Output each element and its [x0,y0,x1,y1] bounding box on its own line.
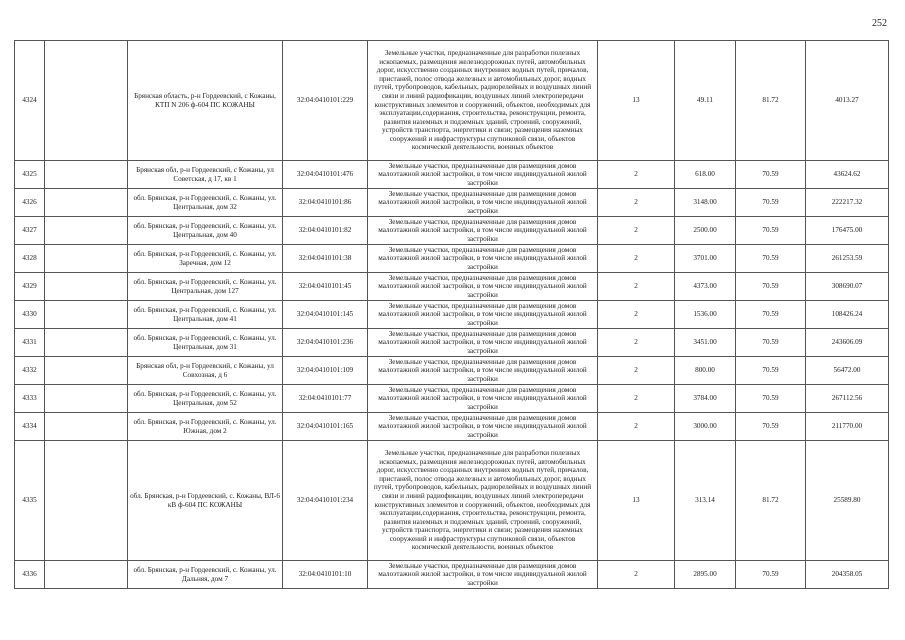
row-number: 4330 [15,301,45,329]
row-number: 4331 [15,329,45,357]
area-cell: 2500.00 [675,217,736,245]
address-cell: обл. Брянская, р-н Гордеевский, с. Кожаны, ул. Центральная, дом 52 [128,385,283,413]
table-row [15,245,889,273]
empty-cell [45,161,128,189]
land-use-cell: Земельные участки, предназначенные для размещения домов малоэтажной жилой застройки, в том числе индивидуальной жилой застройки [368,217,598,245]
row-number: 4327 [15,217,45,245]
cadastral-number-cell: 32:04:0410101:476 [283,161,368,189]
rate-cell: 70.59 [736,217,806,245]
empty-cell [45,385,128,413]
table-row [15,301,889,329]
row-number: 4335 [15,441,45,561]
cadastral-value-cell: 25589.80 [806,441,889,561]
cadastral-value-cell: 108426.24 [806,301,889,329]
land-use-cell: Земельные участки, предназначенные для разработки полезных ископаемых, размещения железнодорожных путей, автомобильных дорог, искусственно созданных внутренних водных путей, причалов, пристаней, полос отвода железных и автомобильных дорог, водных путей, трубопроводов, кабельных, радиорелейных и воздушных линий связи и линий радиофикации, воздушных линий электропередачи конструктивных элементов и сооружений, объектов, необходимых для эксплуатации,содержания, строительства, реконструкции, ремонта, развития наземных и подземных зданий, строений, сооружений, устройств транспорта, энергетики и связи; размещения наземных сооружений и инфраструктуры спутниковой связи, объектов космической деятельности, военных объектов [368,441,598,561]
use-code-cell: 13 [598,41,675,161]
use-code-cell: 2 [598,217,675,245]
table-row [15,413,889,441]
address-cell: Брянская обл, р-н Гордеевский, с Кожаны, ул Советская, д 17, кв 1 [128,161,283,189]
row-number: 4325 [15,161,45,189]
use-code-cell: 2 [598,385,675,413]
rate-cell: 70.59 [736,245,806,273]
row-number: 4326 [15,189,45,217]
row-number: 4336 [15,561,45,589]
address-cell: Брянская область, р-н Гордеевский, с Кожаны, КТП N 206 ф-604 ПС КОЖАНЫ [128,41,283,161]
address-cell: обл. Брянская, р-н Гордеевский, с. Кожаны, ул. Центральная, дом 32 [128,189,283,217]
area-cell: 2895.00 [675,561,736,589]
cadastral-value-cell: 56472.00 [806,357,889,385]
row-number: 4332 [15,357,45,385]
address-cell: обл. Брянская, р-н Гордеевский, с. Кожаны, ВЛ-6 кВ ф-604 ПС КОЖАНЫ [128,441,283,561]
cadastral-number-cell: 32:04:0410101:77 [283,385,368,413]
cadastral-number-cell: 32:04:0410101:236 [283,329,368,357]
cadastral-number-cell: 32:04:0410101:109 [283,357,368,385]
rate-cell: 70.59 [736,357,806,385]
area-cell: 3451.00 [675,329,736,357]
area-cell: 1536.00 [675,301,736,329]
land-use-cell: Земельные участки, предназначенные для размещения домов малоэтажной жилой застройки, в том числе индивидуальной жилой застройки [368,189,598,217]
rate-cell: 70.59 [736,385,806,413]
cadastral-number-cell: 32:04:0410101:86 [283,189,368,217]
row-number: 4329 [15,273,45,301]
rate-cell: 70.59 [736,413,806,441]
empty-cell [45,329,128,357]
area-cell: 3148.00 [675,189,736,217]
use-code-cell: 2 [598,273,675,301]
empty-cell [45,561,128,589]
land-use-cell: Земельные участки, предназначенные для размещения домов малоэтажной жилой застройки, в том числе индивидуальной жилой застройки [368,273,598,301]
address-cell: обл. Брянская, р-н Гордеевский, с. Кожаны, ул. Южная, дом 2 [128,413,283,441]
table-row [15,189,889,217]
cadastral-number-cell: 32:04:0410101:165 [283,413,368,441]
row-number: 4324 [15,41,45,161]
land-use-cell: Земельные участки, предназначенные для разработки полезных ископаемых, размещения железнодорожных путей, автомобильных дорог, искусственно созданных внутренних водных путей, причалов, пристаней, полос отвода железных и автомобильных дорог, водных путей, трубопроводов, кабельных, радиорелейных и воздушных линий связи и линий радиофикации, воздушных линий электропередачи конструктивных элементов и сооружений, объектов, необходимых для эксплуатации,содержания, строительства, реконструкции, ремонта, развития наземных и подземных зданий, строений, сооружений, устройств транспорта, энергетики и связи; размещения наземных сооружений и инфраструктуры спутниковой связи, объектов космической деятельности, военных объектов [368,41,598,161]
address-cell: обл. Брянская, р-н Гордеевский, с. Кожаны, ул. Центральная, дом 127 [128,273,283,301]
cadastral-value-cell: 261253.59 [806,245,889,273]
table-row [15,217,889,245]
empty-cell [45,245,128,273]
use-code-cell: 2 [598,161,675,189]
address-cell: обл. Брянская, р-н Гордеевский, с. Кожаны, ул. Заречная, дом 12 [128,245,283,273]
row-number: 4334 [15,413,45,441]
empty-cell [45,441,128,561]
table-row [15,161,889,189]
rate-cell: 70.59 [736,561,806,589]
area-cell: 3000.00 [675,413,736,441]
cadastral-value-cell: 308690.07 [806,273,889,301]
table-row [15,273,889,301]
empty-cell [45,413,128,441]
rate-cell: 70.59 [736,273,806,301]
area-cell: 4373.00 [675,273,736,301]
use-code-cell: 2 [598,245,675,273]
row-number: 4328 [15,245,45,273]
rate-cell: 70.59 [736,189,806,217]
area-cell: 49.11 [675,41,736,161]
use-code-cell: 2 [598,561,675,589]
rate-cell: 81.72 [736,41,806,161]
use-code-cell: 2 [598,357,675,385]
empty-cell [45,301,128,329]
land-use-cell: Земельные участки, предназначенные для размещения домов малоэтажной жилой застройки, в том числе индивидуальной жилой застройки [368,245,598,273]
use-code-cell: 2 [598,189,675,217]
table-row [15,41,889,161]
rate-cell: 70.59 [736,329,806,357]
empty-cell [45,217,128,245]
land-use-cell: Земельные участки, предназначенные для размещения домов малоэтажной жилой застройки, в том числе индивидуальной жилой застройки [368,329,598,357]
empty-cell [45,189,128,217]
land-use-cell: Земельные участки, предназначенные для размещения домов малоэтажной жилой застройки, в том числе индивидуальной жилой застройки [368,413,598,441]
land-use-cell: Земельные участки, предназначенные для размещения домов малоэтажной жилой застройки, в том числе индивидуальной жилой застройки [368,357,598,385]
area-cell: 800.00 [675,357,736,385]
address-cell: обл. Брянская, р-н Гордеевский, с. Кожаны, ул. Дальняя, дом 7 [128,561,283,589]
empty-cell [45,357,128,385]
area-cell: 618.00 [675,161,736,189]
cadastral-value-cell: 243606.09 [806,329,889,357]
area-cell: 313.14 [675,441,736,561]
empty-cell [45,41,128,161]
table-row [15,385,889,413]
rate-cell: 70.59 [736,301,806,329]
empty-cell [45,273,128,301]
cadastral-number-cell: 32:04:0410101:234 [283,441,368,561]
land-use-cell: Земельные участки, предназначенные для размещения домов малоэтажной жилой застройки, в том числе индивидуальной жилой застройки [368,301,598,329]
use-code-cell: 13 [598,441,675,561]
cadastral-number-cell: 32:04:0410101:82 [283,217,368,245]
use-code-cell: 2 [598,329,675,357]
row-number: 4333 [15,385,45,413]
land-use-cell: Земельные участки, предназначенные для размещения домов малоэтажной жилой застройки, в том числе индивидуальной жилой застройки [368,161,598,189]
cadastral-value-cell: 222217.32 [806,189,889,217]
cadastral-number-cell: 32:04:0410101:10 [283,561,368,589]
address-cell: обл. Брянская, р-н Гордеевский, с. Кожаны, ул. Центральная, дом 41 [128,301,283,329]
area-cell: 3701.00 [675,245,736,273]
table-row [15,441,889,561]
rate-cell: 70.59 [736,161,806,189]
cadastral-value-cell: 4013.27 [806,41,889,161]
address-cell: Брянская обл, р-н Гордеевский, с Кожаны, ул Совхозная, д 6 [128,357,283,385]
address-cell: обл. Брянская, р-н Гордеевский, с. Кожаны, ул. Центральная, дом 40 [128,217,283,245]
cadastral-number-cell: 32:04:0410101:229 [283,41,368,161]
table-row [15,357,889,385]
table-row [15,329,889,357]
page-number: 252 [872,18,887,29]
land-use-cell: Земельные участки, предназначенные для размещения домов малоэтажной жилой застройки, в том числе индивидуальной жилой застройки [368,385,598,413]
rate-cell: 81.72 [736,441,806,561]
table-row [15,561,889,589]
cadastral-number-cell: 32:04:0410101:38 [283,245,368,273]
cadastral-value-cell: 204358.05 [806,561,889,589]
cadastral-value-cell: 176475.00 [806,217,889,245]
use-code-cell: 2 [598,413,675,441]
address-cell: обл. Брянская, р-н Гордеевский, с. Кожаны, ул. Центральная, дом 31 [128,329,283,357]
cadastral-number-cell: 32:04:0410101:145 [283,301,368,329]
area-cell: 3784.00 [675,385,736,413]
use-code-cell: 2 [598,301,675,329]
cadastral-value-cell: 267112.56 [806,385,889,413]
cadastral-value-cell: 211770.00 [806,413,889,441]
land-use-cell: Земельные участки, предназначенные для размещения домов малоэтажной жилой застройки, в том числе индивидуальной жилой застройки [368,561,598,589]
land-registry-table [14,40,889,589]
cadastral-number-cell: 32:04:0410101:45 [283,273,368,301]
cadastral-value-cell: 43624.62 [806,161,889,189]
